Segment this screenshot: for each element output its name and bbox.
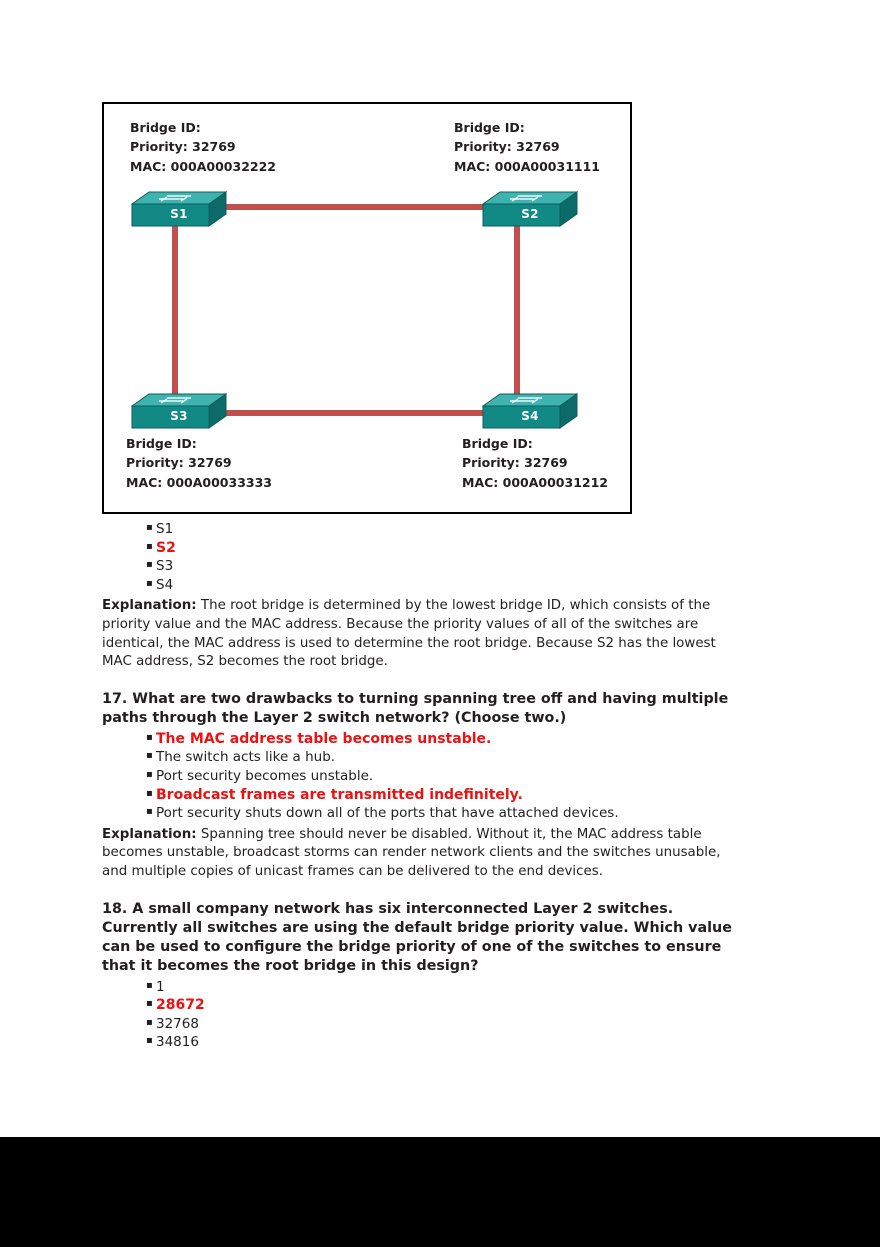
list-item[interactable] bbox=[146, 520, 748, 539]
bridge-id-label-s1: Bridge ID: bbox=[130, 120, 201, 135]
bridge-priority-s1: Priority: 32769 bbox=[130, 139, 236, 155]
bridge-mac-s3: MAC: 000A00033333 bbox=[126, 474, 272, 490]
link-s1-s2 bbox=[224, 204, 516, 210]
q16-explanation-label: Explanation: bbox=[102, 598, 197, 614]
list-item[interactable] bbox=[146, 748, 748, 767]
bridge-priority-s3: Priority: 32769 bbox=[126, 455, 232, 471]
list-item[interactable] bbox=[146, 539, 748, 558]
list-item[interactable] bbox=[146, 1015, 748, 1034]
bridge-priority-s4: Priority: 32769 bbox=[462, 455, 568, 471]
link-s2-s4 bbox=[514, 208, 520, 416]
switch-label-s2: S2 bbox=[521, 207, 539, 221]
bridge-priority-s2: Priority: 32769 bbox=[454, 139, 560, 155]
q18-option-3: 34816 bbox=[156, 1034, 199, 1051]
q17-question: 17. What are two drawbacks to turning spanning tree off and having multiple paths through the Layer 2 switch network? (Choose two.) bbox=[102, 690, 729, 726]
list-item[interactable] bbox=[146, 1033, 748, 1052]
switch-icon-s3 bbox=[131, 392, 227, 430]
q16-option-2: S3 bbox=[156, 558, 174, 575]
q17-explanation bbox=[102, 826, 748, 882]
q18-option-2: 32768 bbox=[156, 1015, 199, 1032]
page-footer-bar bbox=[0, 1137, 880, 1247]
bridge-id-block-s1 bbox=[130, 118, 276, 176]
link-s3-s4 bbox=[224, 410, 516, 416]
q16-explanation-text: The root bridge is determined by the lowest bridge ID, which consists of the priority value and the MAC address. Because the priority values of all of the switches are identical, the MAC address is used to determine the root bridge. Because S2 has the lowest MAC address, S2 becomes the root bridge. bbox=[102, 598, 716, 670]
list-item[interactable] bbox=[146, 996, 748, 1015]
q17-option-1: The switch acts like a hub. bbox=[156, 749, 336, 766]
q18-question: 18. A small company network has six interconnected Layer 2 switches. Currently all switches are using the default bridge priority value. Which value can be used to configure the bridge priority of one of the switches to ensure that it becomes the root bridge in this design? bbox=[102, 900, 732, 974]
switch-icon-s4 bbox=[482, 392, 578, 430]
list-item[interactable] bbox=[146, 978, 748, 997]
bridge-mac-s1: MAC: 000A00032222 bbox=[130, 158, 276, 174]
q17-option-list bbox=[102, 730, 748, 823]
list-item[interactable] bbox=[146, 576, 748, 595]
q17-option-3: Broadcast frames are transmitted indefinitely. bbox=[156, 786, 523, 803]
q16-option-3: S4 bbox=[156, 576, 174, 593]
q17-option-4: Port security shuts down all of the ports that have attached devices. bbox=[156, 805, 619, 822]
q16-explanation bbox=[102, 597, 748, 671]
list-item[interactable] bbox=[146, 557, 748, 576]
q17-option-0: The MAC address table becomes unstable. bbox=[156, 730, 492, 747]
q18-option-0: 1 bbox=[156, 978, 165, 995]
bridge-id-block-s2 bbox=[454, 118, 600, 176]
document-content bbox=[102, 102, 748, 1052]
list-item[interactable] bbox=[146, 804, 748, 823]
q18-option-1: 28672 bbox=[156, 997, 205, 1014]
q16-option-0: S1 bbox=[156, 521, 174, 537]
list-item[interactable] bbox=[146, 786, 748, 805]
q17-option-2: Port security becomes unstable. bbox=[156, 767, 374, 784]
switch-icon-s2 bbox=[482, 190, 578, 228]
q16-option-1: S2 bbox=[156, 539, 176, 556]
bridge-id-block-s4 bbox=[462, 434, 608, 492]
list-item[interactable] bbox=[146, 767, 748, 786]
list-item[interactable] bbox=[146, 730, 748, 749]
switch-label-s4: S4 bbox=[521, 409, 539, 423]
bridge-id-label-s4: Bridge ID: bbox=[462, 436, 533, 451]
switch-icon-s1 bbox=[131, 190, 227, 228]
bridge-id-label-s3: Bridge ID: bbox=[126, 436, 197, 451]
q16-option-list bbox=[102, 520, 748, 594]
q17-explanation-label: Explanation: bbox=[102, 826, 197, 842]
network-topology-diagram bbox=[102, 102, 632, 514]
switch-label-s3: S3 bbox=[170, 409, 188, 423]
bridge-id-block-s3 bbox=[126, 434, 272, 492]
bridge-mac-s2: MAC: 000A00031111 bbox=[454, 158, 600, 174]
link-s1-s3 bbox=[172, 208, 178, 416]
switch-label-s1: S1 bbox=[170, 207, 188, 221]
q18-option-list bbox=[102, 978, 748, 1052]
q17-explanation-text: Spanning tree should never be disabled. Without it, the MAC address table becomes unstable, broadcast storms can render network clients and the switches unusable, and multiple copies of unicast frames can be delivered to the end devices. bbox=[102, 826, 721, 879]
bridge-id-label-s2: Bridge ID: bbox=[454, 120, 525, 135]
bridge-mac-s4: MAC: 000A00031212 bbox=[462, 474, 608, 490]
